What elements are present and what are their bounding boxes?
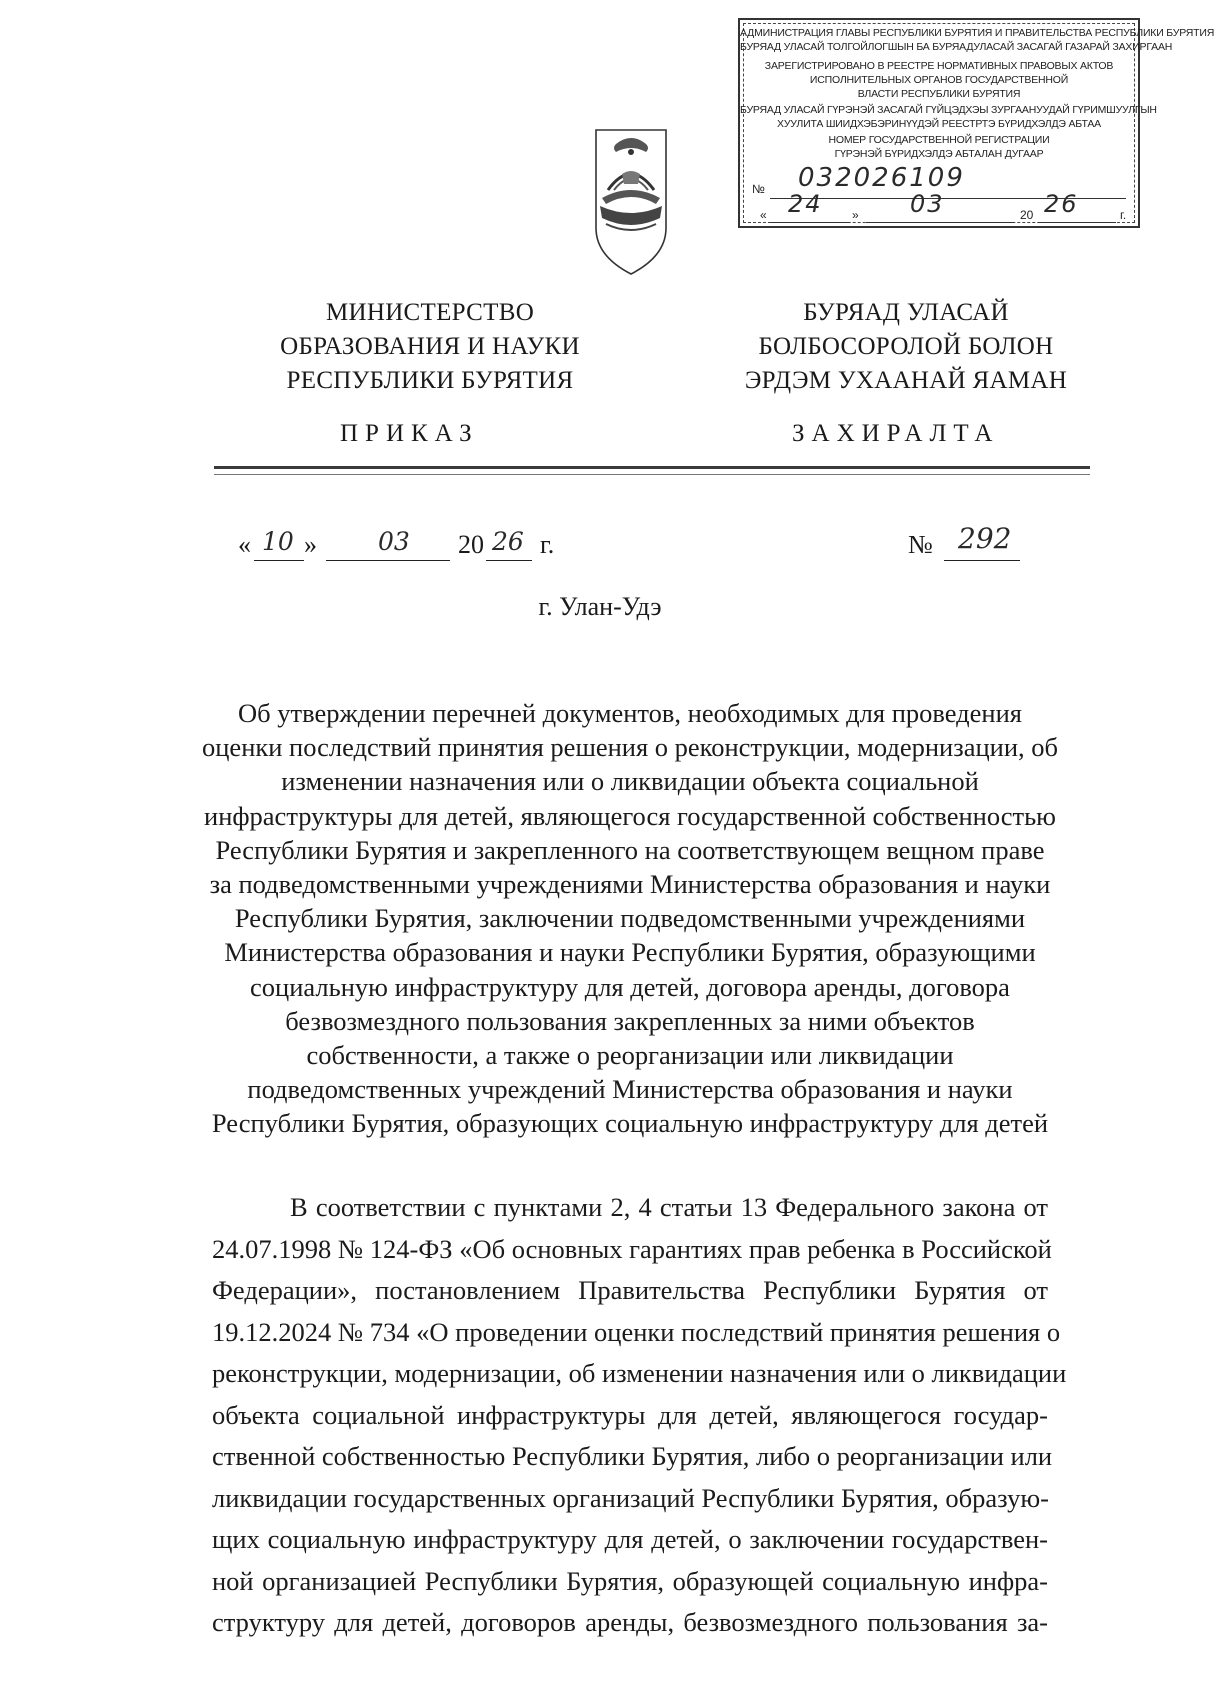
title-line: оценки последствий принятия решения о реконструкции, модернизации, об xyxy=(202,732,1058,763)
title-line: Республики Бурятия, заключении подведомственными учреждениями xyxy=(234,903,1026,934)
stamp-line: ВЛАСТИ РЕСПУБЛИКИ БУРЯТИЯ xyxy=(857,88,1021,100)
order-date-open: « xyxy=(238,530,251,559)
stamp-date-year-prefix: 20 xyxy=(1020,208,1034,222)
title-line: Республики Бурятия и закрепленного на соответствующем вещном праве xyxy=(215,834,1045,865)
ministry-name-line: ЭРДЭМ УХААНАЙ ЯАМАН xyxy=(744,367,1068,394)
title-line: инфраструктуры для детей, являющегося государственной собственностью xyxy=(204,800,1056,831)
stamp-line: ИСПОЛНИТЕЛЬНЫХ ОРГАНОВ ГОСУДАРСТВЕННОЙ xyxy=(809,74,1069,86)
doc-type-russian: ПРИКАЗ xyxy=(340,420,479,447)
body-line: реконструкции, модернизации, об изменении назначения или о ликвидации xyxy=(212,1358,1067,1388)
order-title xyxy=(200,696,1060,1141)
stamp-year-rule xyxy=(1038,222,1116,223)
stamp-line: АДМИНИСТРАЦИЯ ГЛАВЫ РЕСПУБЛИКИ БУРЯТИЯ И ПРАВИТЕЛЬСТВА РЕСПУБЛИКИ БУРЯТИЯ xyxy=(740,27,1214,39)
ministry-name-line: БУРЯАД УЛАСАЙ xyxy=(803,299,1009,326)
order-month: 03 xyxy=(378,527,410,556)
title-line: подведомственных учреждений Министерства образования и науки xyxy=(247,1074,1013,1105)
order-year-rule xyxy=(486,560,532,561)
order-year: 26 xyxy=(492,527,524,556)
order-number-rule xyxy=(944,560,1020,561)
ministry-name-russian xyxy=(230,296,630,398)
stamp-line: ГҮРЭНЭЙ БҮРИДХЭЛДЭ АБТАЛАН ДУГААР xyxy=(834,148,1044,160)
ministry-name-line: ОБРАЗОВАНИЯ И НАУКИ xyxy=(280,333,580,360)
title-line: Республики Бурятия, образующих социальную инфраструктуру для детей xyxy=(211,1108,1049,1139)
registration-stamp xyxy=(738,18,1214,228)
order-day-rule xyxy=(254,560,304,561)
stamp-date-suffix: г. xyxy=(1120,208,1127,222)
stamp-line: НОМЕР ГОСУДАРСТВЕННОЙ РЕГИСТРАЦИИ xyxy=(828,134,1050,146)
order-year-suffix: г. xyxy=(540,530,555,559)
ministry-name-line: МИНИСТЕРСТВО xyxy=(325,299,535,326)
body-line: ственной собственностью Республики Бурятия, либо о реорганизации или xyxy=(212,1441,1053,1471)
ministry-name-line: БОЛБОСОРОЛОЙ БОЛОН xyxy=(758,333,1054,360)
header-rule-thick xyxy=(214,466,1090,469)
stamp-date-year: 26 xyxy=(1044,190,1079,218)
stamp-line: ЗАРЕГИСТРИРОВАНО В РЕЕСТРЕ НОРМАТИВНЫХ ПРАВОВЫХ АКТОВ xyxy=(764,60,1114,72)
body-line: 24.07.1998 № 124-ФЗ «Об основных гарантиях прав ребенка в Российской xyxy=(212,1233,1052,1264)
body-line: 19.12.2024 № 734 «О проведении оценки последствий принятия решения о xyxy=(212,1316,1061,1347)
title-line: безвозмездного пользования закрепленных за ними объектов xyxy=(285,1005,975,1036)
stamp-number-prefix: № xyxy=(752,182,765,196)
city: г. Улан-Удэ xyxy=(538,592,662,621)
order-date-close: » xyxy=(304,530,317,559)
body-line: ликвидации государственных организаций Республики Бурятия, образую- xyxy=(212,1482,1049,1513)
coat-of-arms-icon xyxy=(592,128,670,276)
title-line: социальную инфраструктуру для детей, договора аренды, договора xyxy=(250,971,1010,1002)
body-line: Федерации», постановлением Правительства Республики Бурятия от xyxy=(212,1275,1048,1305)
stamp-month-rule xyxy=(866,222,1014,223)
stamp-date-mid: » xyxy=(852,208,859,222)
order-number: 292 xyxy=(958,522,1012,555)
stamp-line: ХУУЛИТА ШИИДХЭБЭРИНҮҮДЭЙ РЕЕСТРТЭ БҮРИДХЭЛДЭ АБТАА xyxy=(777,118,1101,130)
stamp-date-day: 24 xyxy=(788,190,823,218)
doc-type-buryat: ЗАХИРАЛТА xyxy=(792,420,1000,447)
title-line: Министерства образования и науки Республики Бурятия, образующими xyxy=(224,937,1036,968)
body-line: объекта социальной инфраструктуры для детей, являющегося государ- xyxy=(212,1399,1048,1430)
stamp-date-open: « xyxy=(760,208,767,222)
body-line: структуру для детей, договоров аренды, безвозмездного пользования за- xyxy=(212,1607,1048,1637)
stamp-line: БУРЯАД УЛАСАЙ ГҮРЭНЭЙ ЗАСАГАЙ ГҮЙЦЭДХЭЫ ЗУРГААНУУДАЙ ГҮРИМШУУЛГЫН xyxy=(740,104,1157,116)
order-month-rule xyxy=(326,560,450,561)
stamp-line: БУРЯАД УЛАСАЙ ТОЛГОЙЛОГШЫН БА БУРЯАДУЛАСАЙ ЗАСАГАЙ ГАЗАРАЙ ЗАХИРГААН xyxy=(740,41,1173,53)
ministry-name-line: РЕСПУБЛИКИ БУРЯТИЯ xyxy=(286,367,574,394)
stamp-date-month: 03 xyxy=(910,190,945,218)
body-line: В соответствии с пунктами 2, 4 статьи 13 Федерального закона от xyxy=(290,1192,1048,1222)
ministry-name-buryat xyxy=(716,296,1096,398)
title-line: изменении назначения или о ликвидации объекта социальной xyxy=(281,766,979,797)
body-line: щих социальную инфраструктуру для детей, о заключении государствен- xyxy=(212,1524,1048,1554)
order-body xyxy=(212,1187,1067,1644)
body-line: ной организацией Республики Бурятия, образующей социальную инфра- xyxy=(212,1565,1048,1596)
header-rule-thin xyxy=(214,474,1090,475)
title-line: собственности, а также о реорганизации или ликвидации xyxy=(306,1040,954,1071)
stamp-day-rule xyxy=(770,222,850,223)
order-year-prefix: 20 xyxy=(458,530,484,559)
stamp-registration-number: 032026109 xyxy=(798,163,965,193)
order-number-prefix: № xyxy=(908,530,933,559)
title-line: за подведомственными учреждениями Министерства образования и науки xyxy=(209,869,1051,900)
title-line: Об утверждении перечней документов, необходимых для проведения xyxy=(238,698,1022,728)
order-day: 10 xyxy=(262,527,294,556)
